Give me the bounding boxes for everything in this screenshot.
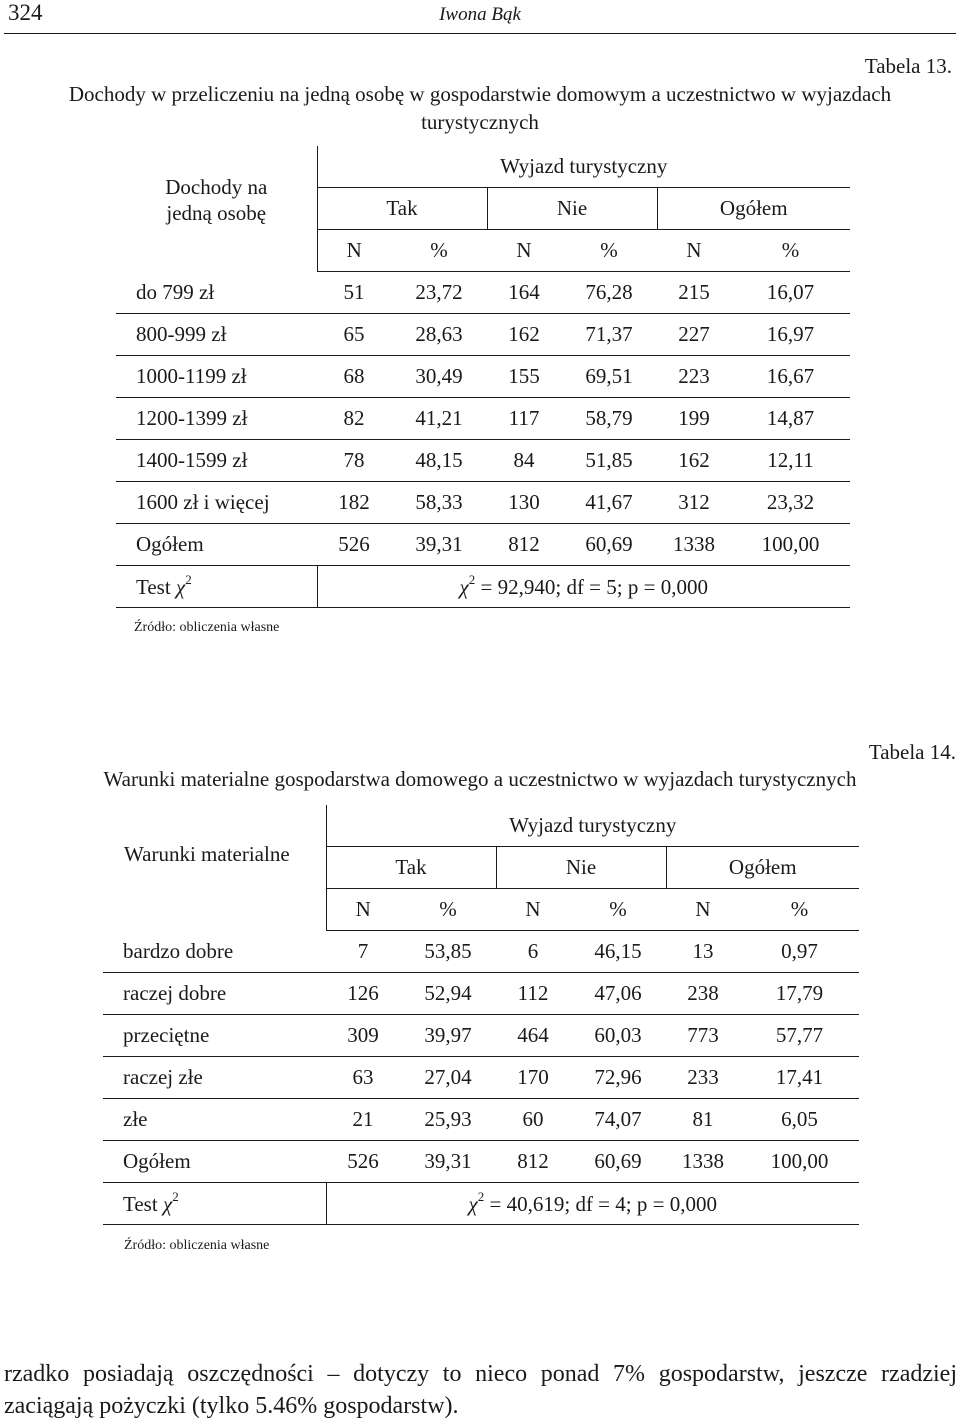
table-cell: 227: [657, 314, 731, 356]
table-cell: 526: [326, 1141, 400, 1183]
table14-test-result-cell: [326, 1183, 859, 1225]
table13-subheader: Ogółem: [657, 188, 850, 230]
table-cell: 526: [317, 524, 391, 566]
table-cell: 12,11: [731, 440, 850, 482]
row-label: raczej dobre: [103, 973, 326, 1015]
row-label: 800-999 zł: [116, 314, 317, 356]
table14-col-header: %: [400, 889, 496, 931]
table14-col-header: N: [496, 889, 570, 931]
table-cell: 14,87: [731, 398, 850, 440]
chi-symbol: χ: [162, 1191, 173, 1216]
chi-exponent: 2: [185, 571, 192, 587]
table13-test-result-cell: [317, 566, 850, 608]
row-label: Ogółem: [116, 524, 317, 566]
table13-title: [0, 80, 960, 136]
table-cell: 41,21: [391, 398, 487, 440]
table13-title-line2: turystycznych: [421, 110, 539, 134]
table-row: [116, 524, 850, 566]
table14-col-header: %: [740, 889, 859, 931]
table-cell: 16,67: [731, 356, 850, 398]
table-cell: 60: [496, 1099, 570, 1141]
table-row: [116, 482, 850, 524]
table-cell: 126: [326, 973, 400, 1015]
table-cell: 17,79: [740, 973, 859, 1015]
table-row: [116, 440, 850, 482]
table-cell: 60,69: [561, 524, 657, 566]
chi-exponent: 2: [468, 571, 476, 587]
table-cell: 76,28: [561, 272, 657, 314]
table-row: [103, 1099, 859, 1141]
table-cell: 164: [487, 272, 561, 314]
table14-number: Tabela 14.: [868, 740, 956, 764]
table13-col-header: %: [731, 230, 850, 272]
table-cell: 812: [496, 1141, 570, 1183]
table14-col-header: N: [326, 889, 400, 931]
chi-symbol: χ: [459, 574, 469, 599]
table-cell: 309: [326, 1015, 400, 1057]
table-cell: 57,77: [740, 1015, 859, 1057]
body-paragraph: rzadko posiadają oszczędności – dotyczy to nieco ponad 7% gospodarstw, jeszcze rzadziej zaciągają pożyczki (tylko 5.46% gospodarstw).: [4, 1361, 957, 1419]
table-cell: 39,31: [391, 524, 487, 566]
table13-number: Tabela 13.: [864, 54, 952, 78]
table13-group-header: Wyjazd turystyczny: [317, 146, 850, 188]
table-cell: 199: [657, 398, 731, 440]
chi-symbol: χ: [175, 574, 186, 599]
table-cell: 51,85: [561, 440, 657, 482]
table14-source: Źródło: obliczenia własne: [124, 1238, 270, 1253]
table13-col-header: N: [487, 230, 561, 272]
table14-test-label-cell: [103, 1183, 326, 1225]
table-row: [103, 973, 859, 1015]
row-label: 1000-1199 zł: [116, 356, 317, 398]
table13-row-header-line2: jedną osobę: [166, 201, 267, 225]
chi-symbol: χ: [468, 1191, 478, 1216]
table-row: [103, 1141, 859, 1183]
table13-subheader: Nie: [487, 188, 657, 230]
table-cell: 312: [657, 482, 731, 524]
table-cell: 82: [317, 398, 391, 440]
table13: [116, 146, 850, 608]
table-cell: 78: [317, 440, 391, 482]
row-label: przeciętne: [103, 1015, 326, 1057]
table-cell: 182: [317, 482, 391, 524]
table-cell: 6,05: [740, 1099, 859, 1141]
table-cell: 27,04: [400, 1057, 496, 1099]
table-cell: 65: [317, 314, 391, 356]
table-row: [116, 398, 850, 440]
table14-title: Warunki materialne gospodarstwa domowego a uczestnictwo w wyjazdach turystycznych: [103, 767, 857, 791]
table-cell: 773: [666, 1015, 740, 1057]
row-label: bardzo dobre: [103, 931, 326, 973]
table14: [103, 805, 859, 1225]
table13-body: [116, 272, 850, 566]
table-cell: 69,51: [561, 356, 657, 398]
table14-test-result: = 40,619; df = 4; p = 0,000: [489, 1191, 717, 1216]
table-cell: 28,63: [391, 314, 487, 356]
table14-body: [103, 931, 859, 1183]
table-row: [116, 272, 850, 314]
table-cell: 112: [496, 973, 570, 1015]
table-cell: 223: [657, 356, 731, 398]
table-cell: 25,93: [400, 1099, 496, 1141]
table-cell: 53,85: [400, 931, 496, 973]
row-label: 1400-1599 zł: [116, 440, 317, 482]
table-cell: 170: [496, 1057, 570, 1099]
table14-subheader: Ogółem: [666, 847, 859, 889]
header-rule: [4, 33, 956, 34]
table13-test-label: Test: [136, 574, 171, 599]
table-cell: 21: [326, 1099, 400, 1141]
table-cell: 46,15: [570, 931, 666, 973]
table-cell: 162: [657, 440, 731, 482]
table14-col-header: %: [570, 889, 666, 931]
table-cell: 81: [666, 1099, 740, 1141]
table-cell: 233: [666, 1057, 740, 1099]
table-cell: 16,07: [731, 272, 850, 314]
table-cell: 58,79: [561, 398, 657, 440]
running-head-author: Iwona Bąk: [439, 4, 521, 25]
table-row: [116, 356, 850, 398]
table13-col-header: %: [391, 230, 487, 272]
table-cell: 100,00: [731, 524, 850, 566]
table-cell: 60,03: [570, 1015, 666, 1057]
table-cell: 63: [326, 1057, 400, 1099]
table-row: [116, 314, 850, 356]
table-cell: 7: [326, 931, 400, 973]
table13-col-header: N: [317, 230, 391, 272]
table-cell: 60,69: [570, 1141, 666, 1183]
row-label: 1600 zł i więcej: [116, 482, 317, 524]
row-label: Ogółem: [103, 1141, 326, 1183]
table14-col-header: N: [666, 889, 740, 931]
table-cell: 238: [666, 973, 740, 1015]
table14-group-header: Wyjazd turystyczny: [326, 805, 859, 847]
table-cell: 155: [487, 356, 561, 398]
table-cell: 71,37: [561, 314, 657, 356]
table-cell: 72,96: [570, 1057, 666, 1099]
table13-col-header: N: [657, 230, 731, 272]
table-cell: 117: [487, 398, 561, 440]
table-cell: 162: [487, 314, 561, 356]
table-cell: 13: [666, 931, 740, 973]
row-label: do 799 zł: [116, 272, 317, 314]
table-cell: 130: [487, 482, 561, 524]
row-label: złe: [103, 1099, 326, 1141]
table13-col-header: %: [561, 230, 657, 272]
table14-row-header: Warunki materialne: [103, 805, 326, 931]
table-cell: 39,97: [400, 1015, 496, 1057]
table-cell: 23,72: [391, 272, 487, 314]
table-row: [103, 1015, 859, 1057]
table14-test-label: Test: [123, 1191, 158, 1216]
table-cell: 39,31: [400, 1141, 496, 1183]
table-cell: 16,97: [731, 314, 850, 356]
table-cell: 1338: [666, 1141, 740, 1183]
table13-test-result: = 92,940; df = 5; p = 0,000: [480, 574, 708, 599]
table-cell: 812: [487, 524, 561, 566]
table-cell: 68: [317, 356, 391, 398]
table-cell: 464: [496, 1015, 570, 1057]
table13-row-header-line1: Dochody na: [165, 175, 268, 199]
table-cell: 74,07: [570, 1099, 666, 1141]
table-cell: 0,97: [740, 931, 859, 973]
table-row: [103, 1057, 859, 1099]
page-number: 324: [8, 0, 43, 25]
table-cell: 48,15: [391, 440, 487, 482]
chi-exponent: 2: [172, 1188, 179, 1204]
table13-test-label-cell: [116, 566, 317, 608]
table-cell: 17,41: [740, 1057, 859, 1099]
table-cell: 215: [657, 272, 731, 314]
table-cell: 6: [496, 931, 570, 973]
table-row: [103, 931, 859, 973]
table-cell: 41,67: [561, 482, 657, 524]
table-cell: 51: [317, 272, 391, 314]
table-cell: 84: [487, 440, 561, 482]
row-label: 1200-1399 zł: [116, 398, 317, 440]
table-cell: 100,00: [740, 1141, 859, 1183]
table-cell: 30,49: [391, 356, 487, 398]
table13-source: Źródło: obliczenia własne: [134, 620, 280, 635]
table13-subheader: Tak: [317, 188, 487, 230]
table-cell: 1338: [657, 524, 731, 566]
table-cell: 58,33: [391, 482, 487, 524]
row-label: raczej złe: [103, 1057, 326, 1099]
table14-subheader: Nie: [496, 847, 666, 889]
table13-row-header: [116, 146, 317, 272]
table14-subheader: Tak: [326, 847, 496, 889]
table13-title-line1: Dochody w przeliczeniu na jedną osobę w gospodarstwie domowym a uczestnictwo w wyjazdach: [68, 82, 892, 106]
chi-exponent: 2: [477, 1188, 485, 1204]
table-cell: 52,94: [400, 973, 496, 1015]
table-cell: 47,06: [570, 973, 666, 1015]
table-cell: 23,32: [731, 482, 850, 524]
